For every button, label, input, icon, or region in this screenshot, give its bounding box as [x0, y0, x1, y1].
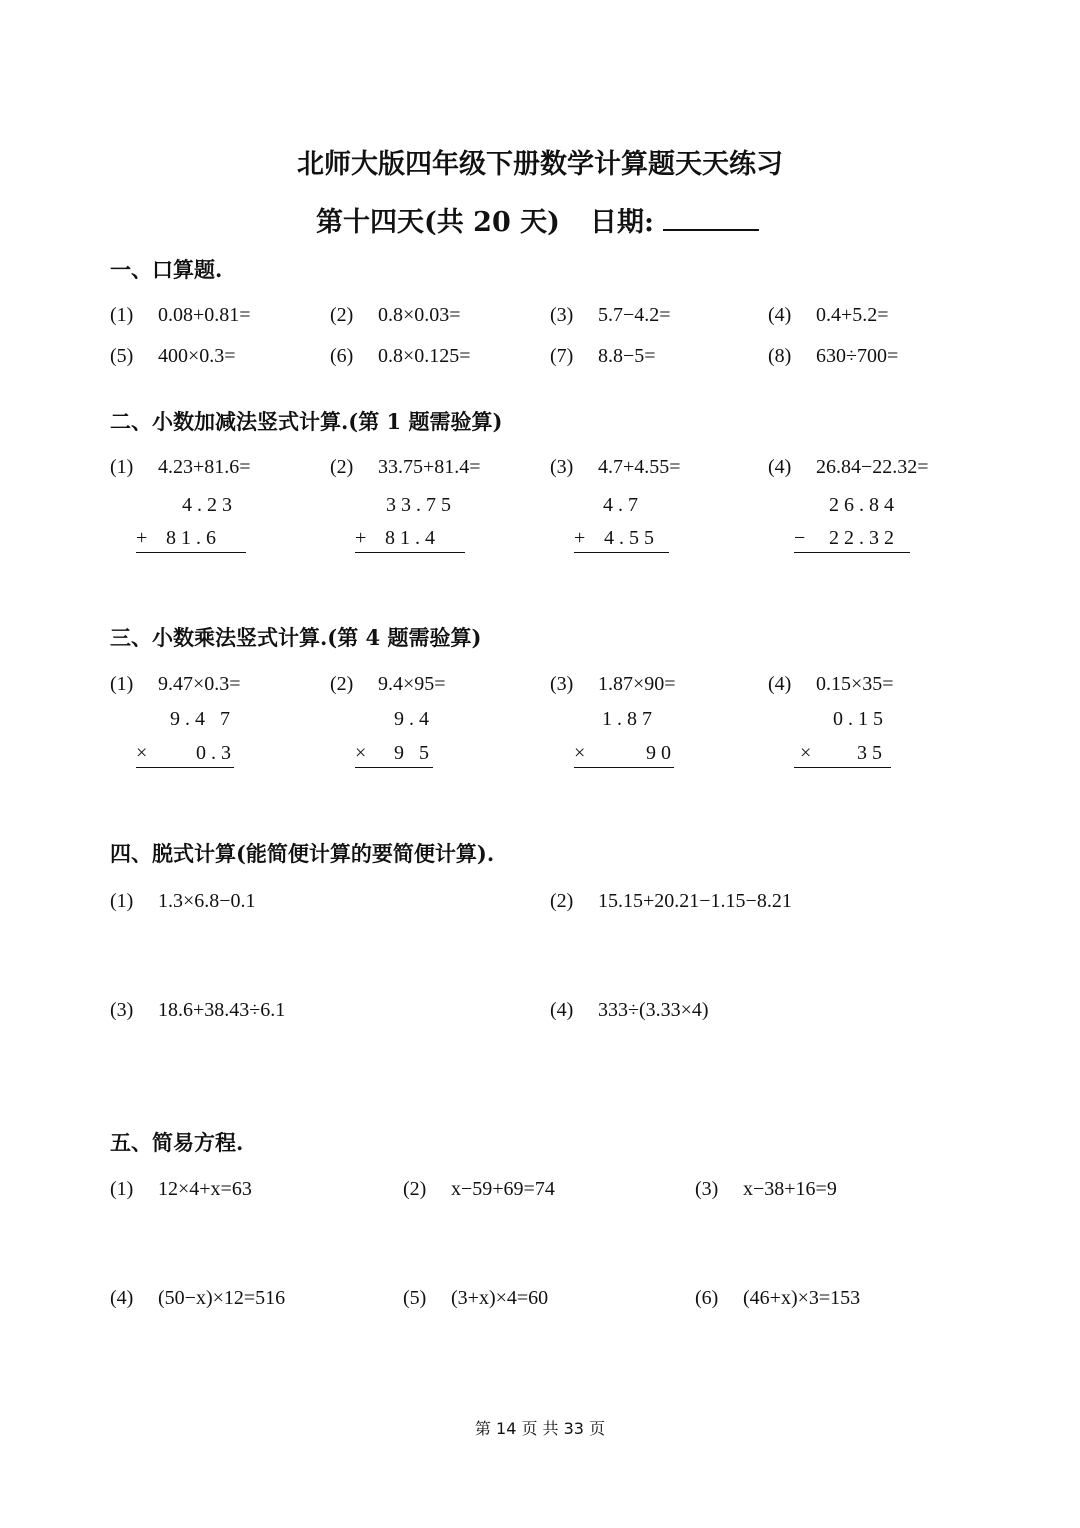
s5-item: (3) x−38+16=9	[695, 1178, 837, 1200]
s1-item: (3) 5.7−4.2=	[550, 304, 671, 326]
s1-item: (8) 630÷700=	[768, 345, 899, 367]
vertical-operator: ×	[355, 742, 372, 764]
s4-item: (4) 333÷(3.33×4)	[550, 999, 709, 1021]
vertical-underline	[574, 767, 674, 768]
vertical-top-operand: 4.23	[182, 494, 237, 516]
vertical-operator: −	[794, 527, 811, 549]
vertical-underline	[136, 552, 246, 553]
vertical-operator: ×	[136, 742, 153, 764]
s4-item: (1) 1.3×6.8−0.1	[110, 890, 256, 912]
section-3-title: 三、小数乘法竖式计算.(第 4 题需验算)	[110, 625, 482, 650]
vertical-bottom-operand: 22.32	[829, 527, 899, 549]
day-label: 第十四天(共 20 天)	[316, 207, 560, 238]
s5-item: (2) x−59+69=74	[403, 1178, 555, 1200]
vertical-operator: ×	[574, 742, 591, 764]
vertical-underline	[355, 767, 433, 768]
page-number: 第 14 页 共 33 页	[474, 1419, 606, 1438]
vertical-top-operand: 9.4	[394, 708, 434, 730]
vertical-underline	[794, 767, 891, 768]
s3-item: (4) 0.15×35=	[768, 673, 894, 695]
s2-item: (1) 4.23+81.6=	[110, 456, 251, 478]
vertical-top-operand: 4.7	[603, 494, 643, 516]
vertical-bottom-operand: 9 5	[394, 742, 434, 764]
section-5-title: 五、简易方程.	[110, 1130, 244, 1155]
vertical-bottom-operand: 0.3	[196, 742, 236, 764]
vertical-bottom-operand: 35	[857, 742, 887, 764]
vertical-bottom-operand: 81.4	[385, 527, 440, 549]
date-blank	[663, 207, 759, 231]
s1-item: (7) 8.8−5=	[550, 345, 656, 367]
vertical-operator: +	[355, 527, 372, 549]
s2-item: (4) 26.84−22.32=	[768, 456, 929, 478]
s1-item: (6) 0.8×0.125=	[330, 345, 471, 367]
s5-item: (1) 12×4+x=63	[110, 1178, 252, 1200]
vertical-bottom-operand: 90	[646, 742, 676, 764]
s3-item: (3) 1.87×90=	[550, 673, 676, 695]
vertical-bottom-operand: 4.55	[604, 527, 659, 549]
s5-item: (6) (46+x)×3=153	[695, 1287, 861, 1309]
s4-item: (3) 18.6+38.43÷6.1	[110, 999, 286, 1021]
vertical-top-operand: 0.15	[833, 708, 888, 730]
s1-item: (5) 400×0.3=	[110, 345, 236, 367]
date-field	[590, 200, 759, 239]
vertical-underline	[136, 767, 234, 768]
s1-item: (1) 0.08+0.81=	[110, 304, 251, 326]
date-label: 日期:	[590, 207, 654, 238]
s1-item: (2) 0.8×0.03=	[330, 304, 461, 326]
s2-item: (3) 4.7+4.55=	[550, 456, 681, 478]
vertical-bottom-operand: 81.6	[166, 527, 221, 549]
s2-item: (2) 33.75+81.4=	[330, 456, 481, 478]
s3-item: (1) 9.47×0.3=	[110, 673, 241, 695]
section-1-title: 一、口算题.	[110, 257, 223, 282]
vertical-top-operand: 9.4 7	[170, 708, 235, 730]
s1-item: (4) 0.4+5.2=	[768, 304, 889, 326]
section-4-title: 四、脱式计算(能简便计算的要简便计算).	[110, 841, 495, 866]
s5-item: (5) (3+x)×4=60	[403, 1287, 549, 1309]
vertical-underline	[574, 552, 669, 553]
s4-item: (2) 15.15+20.21−1.15−8.21	[550, 890, 792, 912]
vertical-top-operand: 26.84	[829, 494, 899, 516]
vertical-underline	[794, 552, 910, 553]
vertical-top-operand: 1.87	[602, 708, 657, 730]
vertical-underline	[355, 552, 465, 553]
vertical-operator: +	[574, 527, 591, 549]
page-title: 北师大版四年级下册数学计算题天天练习	[297, 149, 783, 180]
section-2-title: 二、小数加减法竖式计算.(第 1 题需验算)	[110, 409, 503, 434]
vertical-operator: +	[136, 527, 153, 549]
s3-item: (2) 9.4×95=	[330, 673, 446, 695]
vertical-operator: ×	[800, 742, 817, 764]
vertical-top-operand: 33.75	[386, 494, 456, 516]
s5-item: (4) (50−x)×12=516	[110, 1287, 286, 1309]
